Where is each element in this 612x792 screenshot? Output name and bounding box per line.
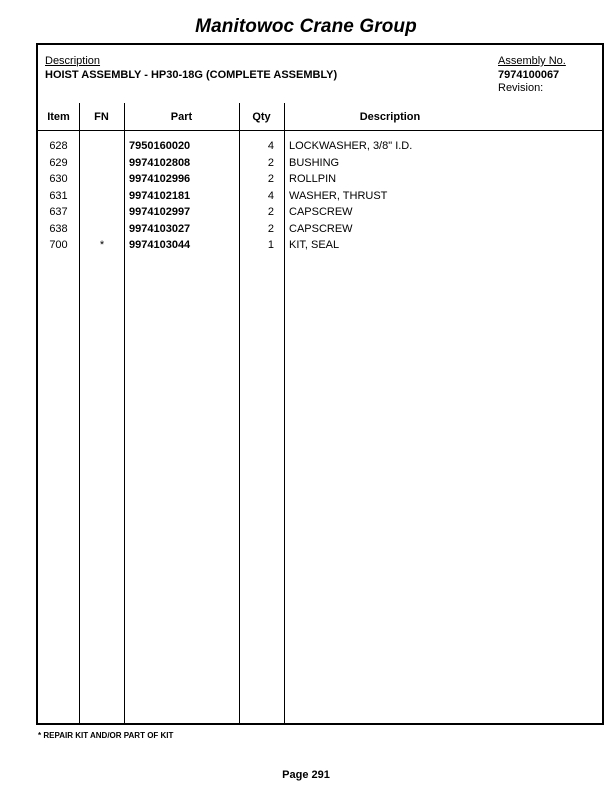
description-cell: CAPSCREW: [289, 206, 353, 218]
table-row: [38, 173, 602, 190]
part-number-cell: 9974102808: [129, 156, 191, 169]
description-cell: WASHER, THRUST: [289, 189, 388, 202]
quantity-cell: 2: [267, 206, 274, 218]
page-number: Page 291: [282, 769, 330, 781]
quantity-cell: 2: [267, 173, 274, 185]
column-header-description: Description: [359, 111, 421, 123]
item-cell: 629: [49, 156, 68, 169]
part-number-cell: 7950160020: [129, 140, 191, 152]
item-cell: 628: [49, 140, 68, 152]
part-number-cell: 9974102181: [129, 189, 191, 202]
footnote: * REPAIR KIT AND/OR PART OF KIT: [38, 731, 174, 740]
table-row: [38, 239, 602, 256]
parts-list-frame: [36, 43, 604, 725]
table-row: [38, 157, 602, 174]
description-cell: KIT, SEAL: [289, 239, 340, 251]
column-header-item: Item: [47, 111, 70, 123]
assembly-number-label: Assembly No.: [498, 55, 566, 67]
table-row: [38, 140, 602, 157]
table-row: [38, 190, 602, 207]
item-cell: 638: [49, 222, 68, 235]
part-number-cell: 9974103027: [129, 222, 191, 235]
description-cell: ROLLPIN: [289, 173, 337, 185]
description-value: HOIST ASSEMBLY - HP30-18G (COMPLETE ASSEMBLY): [45, 69, 338, 81]
revision-label: Revision:: [498, 82, 544, 94]
description-cell: BUSHING: [289, 156, 340, 169]
item-cell: 700: [49, 239, 68, 251]
column-header-rule: [38, 130, 602, 131]
assembly-number-value: 7974100067: [498, 69, 560, 81]
description-cell: CAPSCREW: [289, 222, 353, 235]
table-row: [38, 223, 602, 240]
description-cell: LOCKWASHER, 3/8" I.D.: [289, 140, 413, 152]
company-title: Manitowoc Crane Group: [195, 16, 417, 37]
column-header-fn: FN: [94, 111, 109, 123]
part-number-cell: 9974102996: [129, 173, 191, 185]
fn-cell: *: [99, 239, 105, 251]
item-cell: 637: [49, 206, 68, 218]
column-header-part: Part: [170, 111, 193, 123]
quantity-cell: 4: [267, 189, 274, 202]
quantity-cell: 1: [267, 239, 274, 251]
item-cell: 631: [49, 189, 68, 202]
table-row: [38, 206, 602, 223]
part-number-cell: 9974103044: [129, 239, 191, 251]
quantity-cell: 2: [267, 222, 274, 235]
column-header-qty: Qty: [252, 111, 271, 123]
item-cell: 630: [49, 173, 68, 185]
description-label: Description: [45, 55, 101, 67]
quantity-cell: 4: [267, 140, 274, 152]
part-number-cell: 9974102997: [129, 206, 191, 218]
parts-table-body: [38, 140, 602, 256]
quantity-cell: 2: [267, 156, 274, 169]
